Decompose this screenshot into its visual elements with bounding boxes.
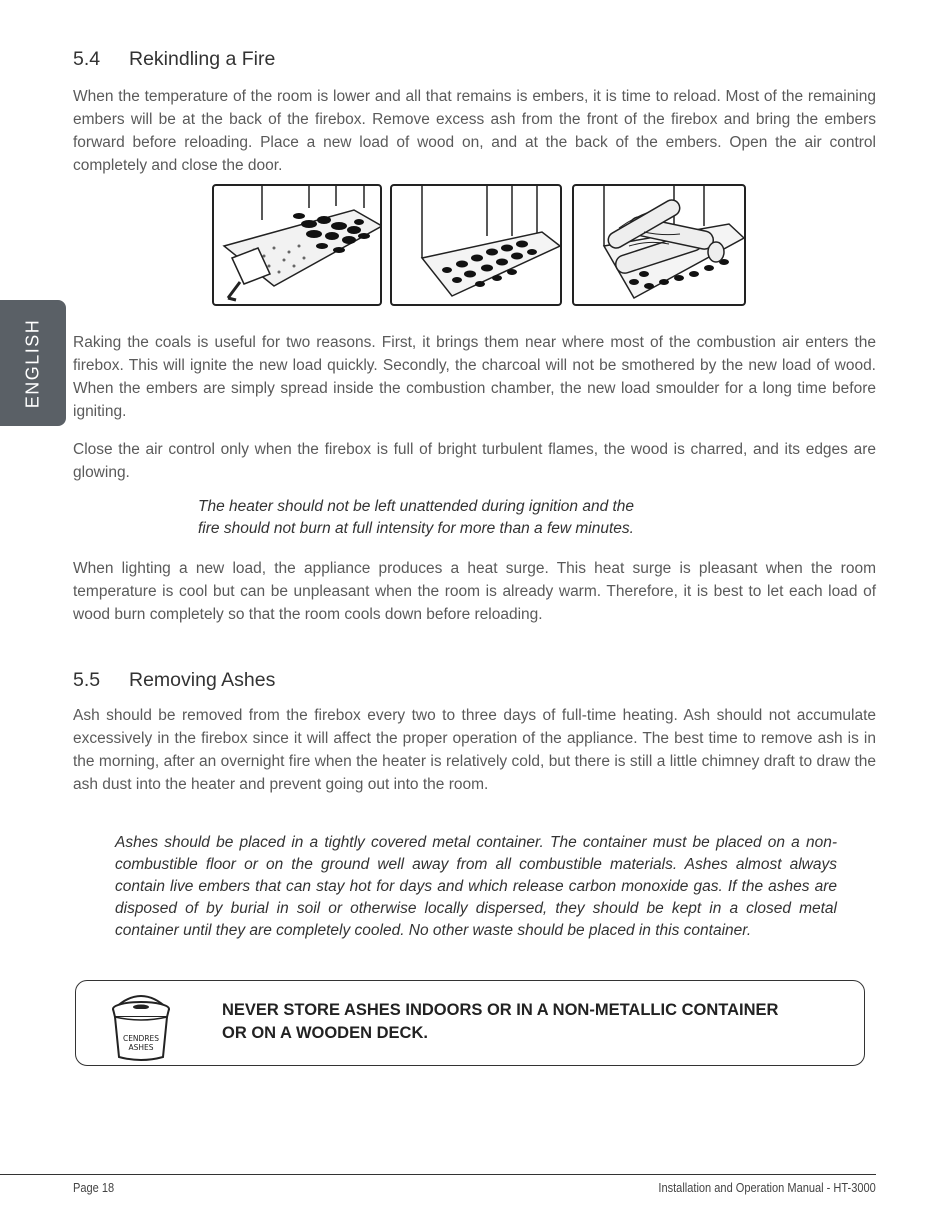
warning-text-line-1: NEVER STORE ASHES INDOORS OR IN A NON-METALLIC CONTAINER — [222, 1001, 779, 1019]
ash-bucket-icon — [106, 987, 176, 1068]
illustration-embers-forward — [390, 184, 562, 306]
illustration-raking-embers — [212, 184, 382, 306]
manual-title: Installation and Operation Manual - HT-3000 — [658, 1180, 876, 1195]
rekindling-paragraph-3: Close the air control only when the firebox is full of bright turbulent flames, the wood is charred, and its edges are glowing. — [73, 441, 876, 481]
ignition-note-line-2: fire should not burn at full intensity for more than a few minutes. — [198, 520, 634, 537]
section-5-5-heading — [73, 669, 275, 692]
section-title: Removing Ashes — [129, 669, 276, 691]
ignition-note-line-1: The heater should not be left unattended during ignition and the — [198, 498, 635, 515]
language-tab[interactable] — [0, 300, 66, 426]
ash-storage-warning — [75, 980, 865, 1066]
ashes-paragraph-1: Ash should be removed from the firebox every two to three days of full-time heating. Ash should not accumulate excessively in the firebox since it will affect the proper operation of the appliance. The best time to remove ash is in the morning, after an overnight fire when the heater is relatively cold, but there is still a little chimney draft to draw the ash dust into the heater and prevent going out into the room. — [73, 707, 876, 793]
ash-bucket-label-1: CENDRES — [122, 1034, 160, 1043]
language-tab-label: ENGLISH — [22, 318, 43, 408]
section-number: 5.5 — [73, 669, 101, 691]
section-title: Rekindling a Fire — [129, 48, 276, 70]
rekindling-paragraph-1: When the temperature of the room is lower and all that remains is embers, it is time to reload. Most of the remaining embers will be at the back of the firebox. Remove excess ash from the front of the firebox and bring the embers forward before reloading. Place a new load of wood on, and at the back of the embers. Open the air control completely and close the door. — [73, 88, 876, 174]
section-5-4-heading — [73, 48, 275, 71]
warning-text-line-2: OR ON A WOODEN DECK. — [222, 1024, 428, 1042]
rekindling-paragraph-2: Raking the coals is useful for two reasons. First, it brings them near where most of the combustion air enters the firebox. This will ignite the new load quickly. Secondly, the charcoal will not be smothered by the new load of wood. When the embers are simply spread inside the combustion chamber, the new load smoulder for a long time before igniting. — [73, 334, 876, 420]
page-number: Page 18 — [73, 1180, 115, 1195]
ashes-disposal-note: Ashes should be placed in a tightly covered metal container. The container must be placed on a non-combustible floor or on the ground well away from all combustible materials. Ashes almost always contain live embers that can stay hot for days and which release carbon monoxide gas. If the ashes are disposed of by burial in soil or otherwise locally dispersed, they should be kept in a closed metal container until they are completely cooled. No other waste should be placed in this container. — [115, 834, 837, 939]
rekindling-paragraph-4: When lighting a new load, the appliance produces a heat surge. This heat surge is pleasant when the room temperature is cool but can be unpleasant when the room is already warm. Therefore, it is best to let each load of wood burn completely so that the room cools down before reloading. — [73, 560, 876, 623]
ash-bucket-label-2: ASHES — [128, 1043, 154, 1052]
ignition-note — [198, 496, 818, 540]
illustration-new-wood-load — [572, 184, 746, 306]
footer-divider — [0, 1174, 876, 1175]
section-number: 5.4 — [73, 48, 101, 70]
warning-text — [222, 999, 862, 1045]
